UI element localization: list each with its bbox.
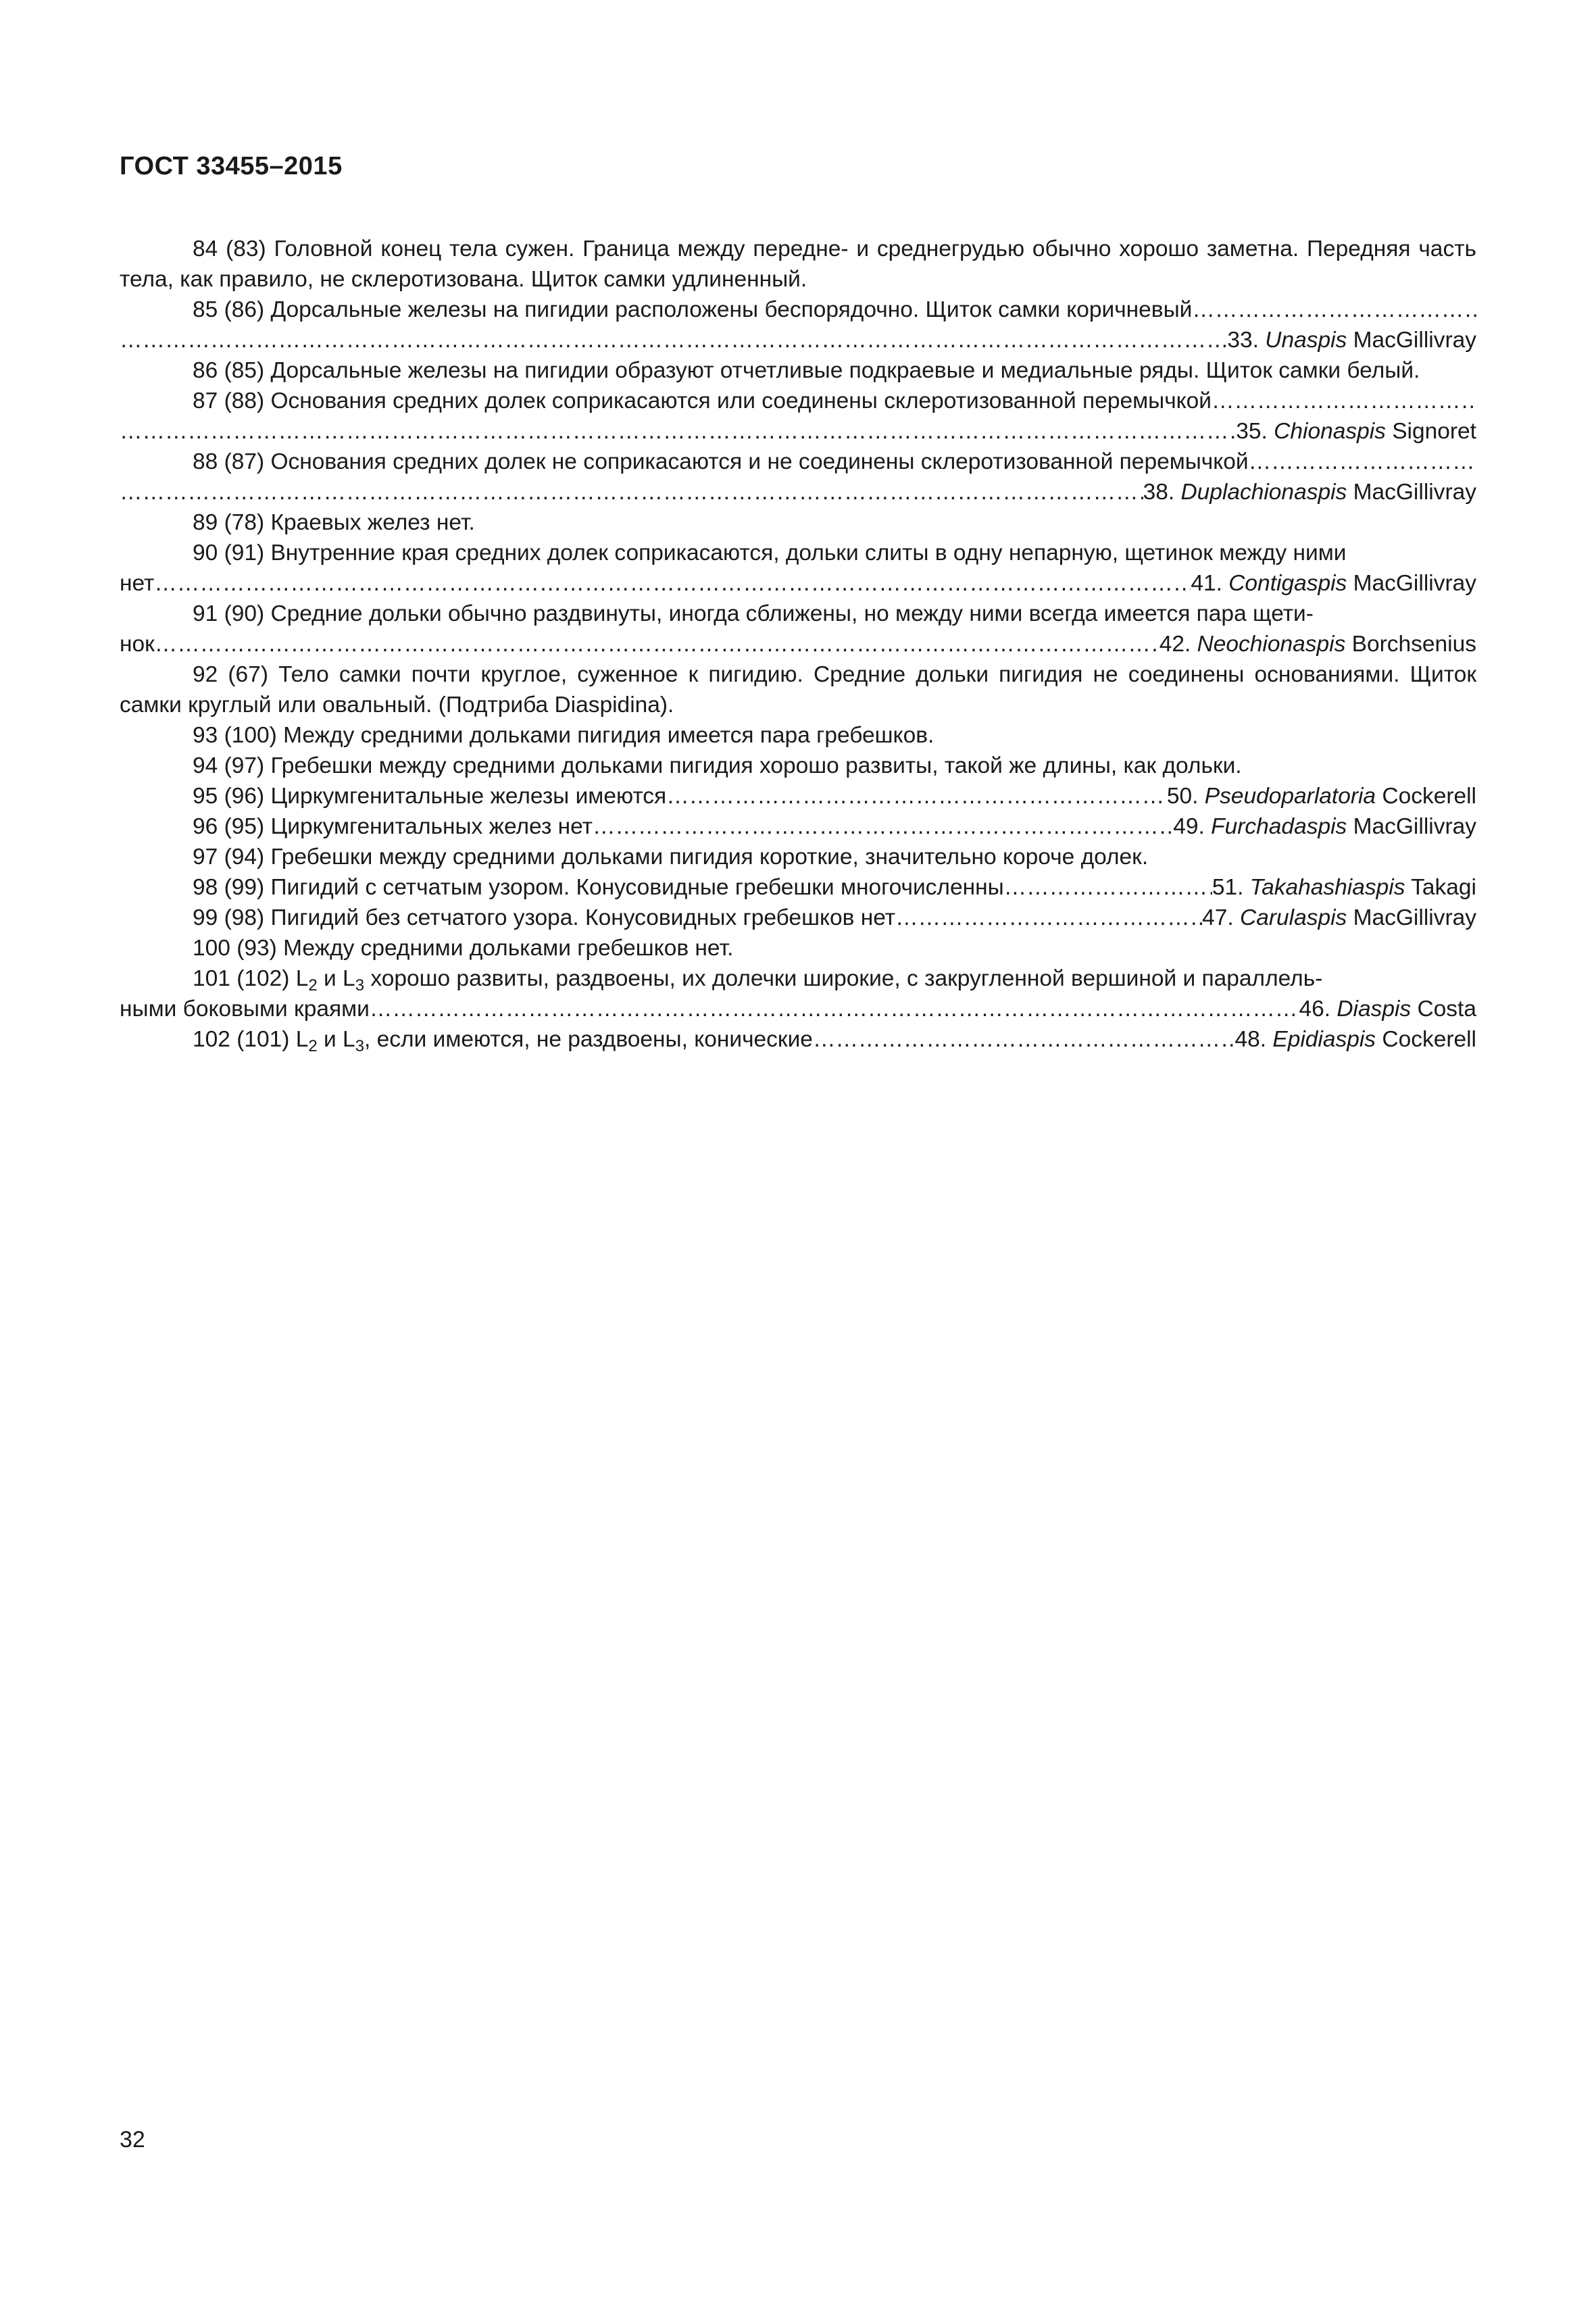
genus-reference: 48. Epidiaspis Cockerell [1235,1027,1476,1052]
leader-dots [1192,295,1476,325]
key-entry-93: 93 (100) Между средними дольками пигидия имеется пара гребешков. [193,723,934,748]
identification-key [120,234,1476,1055]
key-entry-89: 89 (78) Краевых желез нет. [193,510,475,535]
genus-reference: 50. Pseudoparlatoria Cockerell [1166,784,1476,809]
key-entry-87-result [120,416,1476,447]
leader-dots [120,325,1227,355]
key-entry-84: 84 (83) Головной конец тела сужен. Граница между передне- и среднегрудью обычно хорошо заметна. Передняя часть тела, как правило, не склеротизована. Щиток самки удлиненный. [120,236,1476,292]
leader-dots [1249,447,1476,477]
genus-reference: 51. Takahashiaspis Takagi [1212,875,1476,900]
key-entry-99 [120,903,1476,933]
key-entry-97: 97 (94) Гребешки между средними дольками пигидия короткие, значительно короче долек. [193,845,1149,870]
genus-reference: 47. Carulaspis MacGillivray [1202,905,1476,930]
key-entry-90-result [120,568,1476,599]
leader-dots [813,1024,1235,1055]
key-entry-94: 94 (97) Гребешки между средними дольками пигидия хорошо развиты, такой же длины, как дольки. [193,753,1242,778]
key-entry-88 [120,447,1476,477]
key-entry-98 [120,872,1476,903]
leader-dots [1212,386,1476,416]
key-entry-text: нок [120,632,155,657]
key-entry-88-result [120,477,1476,507]
key-entry-95 [120,781,1476,811]
leader-dots [1004,872,1212,903]
leader-dots [155,629,1159,659]
key-entry-text: 87 (88) Основания средних долек соприкасаются или соединены склеротизованной перемычкой [193,388,1212,413]
key-entry-92: 92 (67) Тело самки почти круглое, суженное к пигидию. Средние дольки пигидия не соединены основаниями. Щиток самки круглый или овальный. (Подтриба Diaspidina). [120,662,1476,718]
leader-dots [154,568,1191,599]
key-entry-text: 102 (101) $L_2$ и $L_3$, если имеются, не раздвоены, конические [193,1027,813,1055]
key-entry-text: ными боковыми краями [120,997,370,1022]
genus-reference: 42. Neochionaspis Borchsenius [1159,632,1476,657]
key-entry-text: нет [120,571,155,596]
genus-reference: 33. Unaspis MacGillivray [1227,328,1476,353]
genus-reference: 41. Contigaspis MacGillivray [1191,571,1476,596]
leader-dots [895,903,1202,933]
leader-dots [120,477,1143,507]
leader-dots [120,416,1236,447]
key-entry-text: 99 (98) Пигидий без сетчатого узора. Конусовидных гребешков нет [193,905,896,930]
leader-dots [370,994,1299,1024]
key-entry-85-result [120,325,1476,355]
key-entry-86: 86 (85) Дорсальные железы на пигидии образуют отчетливые подкраевые и медиальные ряды. Щиток самки белый. [193,358,1420,383]
leader-dots [666,781,1167,811]
key-entry-91-result [120,629,1476,659]
key-entry-85 [120,295,1476,325]
key-entry-text: 88 (87) Основания средних долек не соприкасаются и не соединены склеротизованной перемычкой [193,449,1249,474]
key-entry-101-result [120,994,1476,1024]
genus-reference: 49. Furchadaspis MacGillivray [1173,814,1476,839]
genus-reference: 38. Duplachionaspis MacGillivray [1143,480,1476,505]
document-header: ГОСТ 33455–2015 [120,152,343,180]
leader-dots [593,811,1173,842]
genus-reference: 46. Diaspis Costa [1299,997,1476,1022]
genus-reference: 35. Chionaspis Signoret [1236,419,1476,444]
key-entry-101: 101 (102) $L_2$ и $L_3$ хорошо развиты, раздвоены, их долечки широкие, с закругленной вершиной и параллель- [193,966,1323,995]
key-entry-text: 98 (99) Пигидий с сетчатым узором. Конусовидные гребешки многочисленны [193,875,1004,900]
key-entry-96 [120,811,1476,842]
page-number: 32 [120,2127,145,2153]
key-entry-91: 91 (90) Средние дольки обычно раздвинуты, иногда сближены, но между ними всегда имеется пара щети- [193,601,1314,626]
key-entry-102 [120,1024,1476,1055]
key-entry-text: 85 (86) Дорсальные железы на пигидии расположены беспорядочно. Щиток самки коричневый [193,297,1193,322]
key-entry-text: 95 (96) Циркумгенитальные железы имеются [193,784,667,809]
key-entry-90: 90 (91) Внутренние края средних долек соприкасаются, дольки слиты в одну непарную, щетинок между ними [193,540,1347,565]
key-entry-text: 96 (95) Циркумгенитальных желез нет [193,814,593,839]
key-entry-87 [120,386,1476,416]
key-entry-100: 100 (93) Между средними дольками гребешков нет. [193,936,734,961]
